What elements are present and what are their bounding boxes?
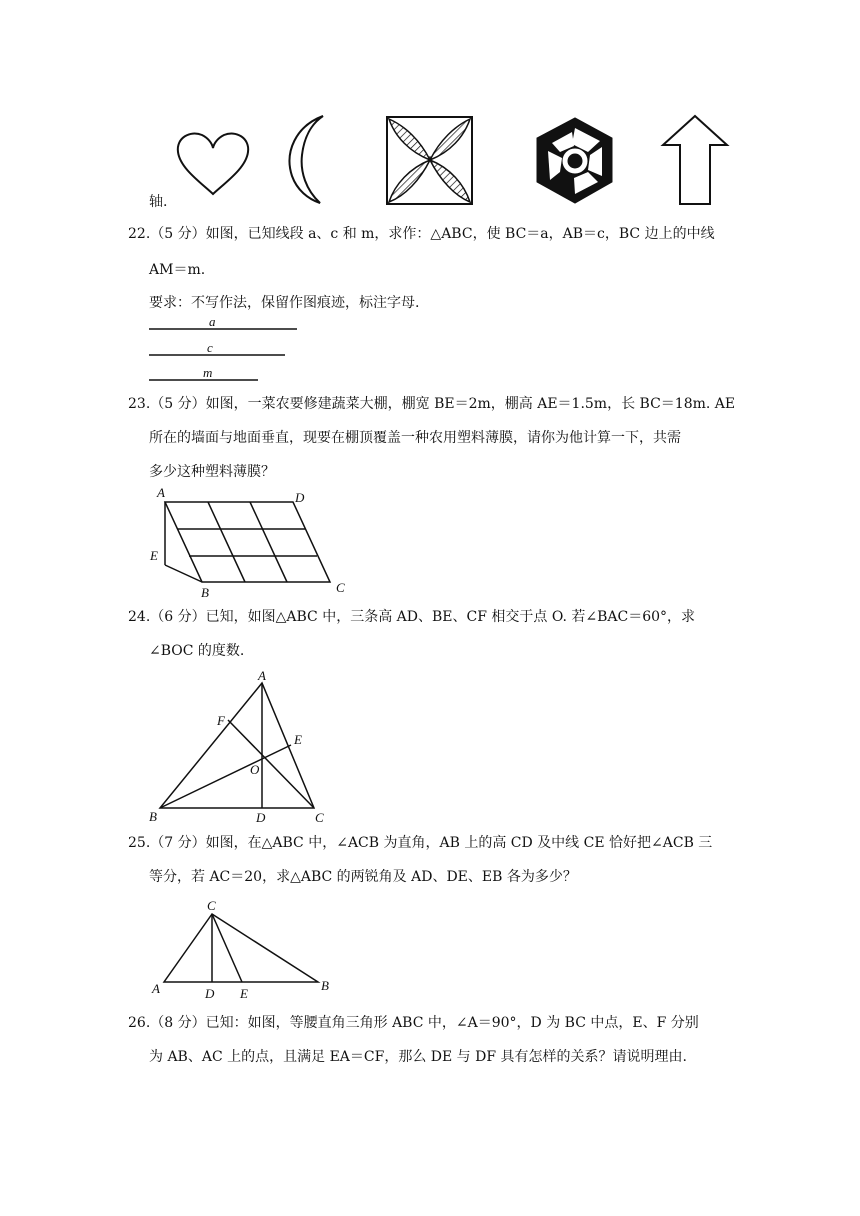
q25-label-C: C — [207, 898, 216, 913]
q23-label-B: B — [201, 585, 209, 600]
q23-line3: 多少这种塑料薄膜？ — [149, 464, 275, 480]
q25-label-B: B — [321, 978, 329, 993]
segment-m-label: m — [203, 365, 213, 380]
q24-line2: ∠BOC 的度数. — [149, 643, 245, 659]
q23-label-D: D — [295, 490, 305, 505]
q26-line2: 为 AB、AC 上的点，且满足 EA＝CF，那么 DE 与 DF 具有怎样的关系？请说明理由. — [149, 1049, 687, 1065]
q21-tail-text: 轴. — [149, 194, 168, 210]
q24-label-C: C — [315, 810, 324, 825]
q22-line2: AM＝m. — [149, 262, 206, 278]
q26-line1: 26.（8 分）已知：如图，等腰直角三角形 ABC 中，∠A＝90°，D 为 BC 中点，E、F 分别 — [128, 1015, 699, 1031]
q24-label-O: O — [250, 762, 260, 777]
q24-label-F: F — [217, 713, 225, 728]
q23-label-E: E — [150, 548, 158, 563]
q25-label-A: A — [152, 981, 160, 996]
q22-line1: 22.（5 分）如图，已知线段 a、c 和 m，求作：△ABC，使 BC＝a，AB＝c，BC 边上的中线 — [128, 226, 715, 242]
q23-label-C: C — [336, 580, 345, 595]
q23-line1: 23.（5 分）如图，一菜农要修建蔬菜大棚，棚宽 BE＝2m，棚高 AE＝1.5m，长 BC＝18m. AE — [128, 396, 736, 412]
q25-line2: 等分，若 AC＝20，求△ABC 的两锐角及 AD、DE、EB 各为多少？ — [149, 869, 577, 885]
q24-label-A: A — [258, 668, 266, 683]
q23-label-A: A — [157, 485, 165, 500]
segment-c-label: c — [207, 340, 213, 355]
segment-a-label: a — [209, 314, 216, 329]
q24-label-B: B — [149, 809, 157, 824]
q25-line1: 25.（7 分）如图，在△ABC 中，∠ACB 为直角，AB 上的高 CD 及中线 CE 恰好把∠ACB 三 — [128, 835, 713, 851]
q24-label-D: D — [256, 810, 266, 825]
q25-label-D: D — [205, 986, 215, 1001]
q25-label-E: E — [240, 986, 248, 1001]
q23-line2: 所在的墙面与地面垂直，现要在棚顶覆盖一种农用塑料薄膜，请你为他计算一下，共需 — [149, 430, 681, 446]
q24-label-E: E — [294, 732, 302, 747]
q24-line1: 24.（6 分）已知，如图△ABC 中，三条高 AD、BE、CF 相交于点 O. 若∠BAC＝60°，求 — [128, 609, 696, 625]
q22-line3: 要求：不写作法，保留作图痕迹，标注字母. — [149, 295, 420, 311]
